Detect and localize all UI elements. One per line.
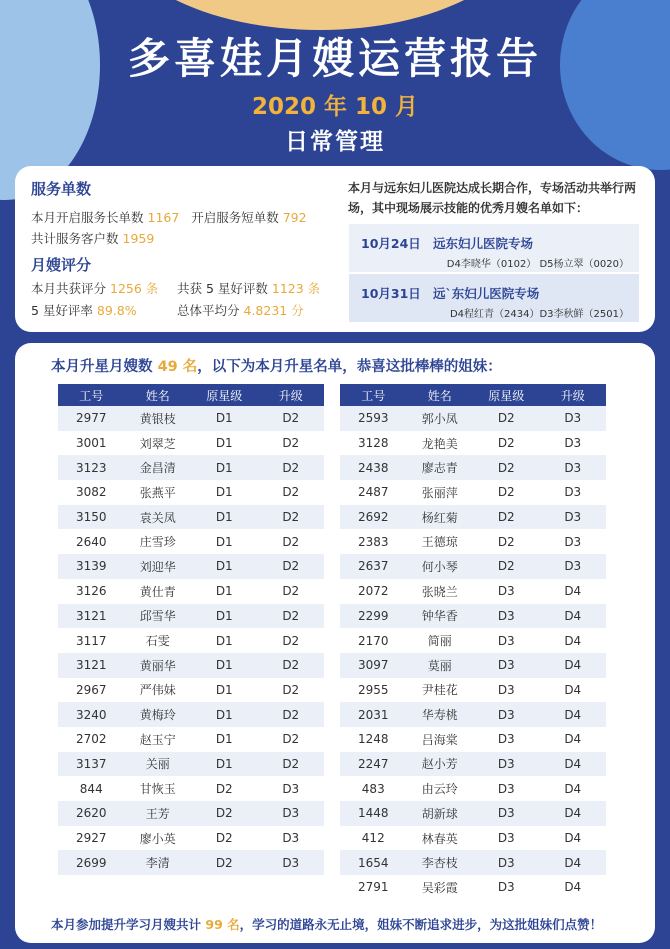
cell-from-level: D3	[473, 604, 540, 629]
cell-from-level: D3	[473, 776, 540, 801]
table-row	[340, 480, 606, 505]
column-header: 工号	[340, 384, 407, 406]
summary-card	[15, 166, 655, 332]
cell-id: 2699	[58, 850, 125, 875]
cell-to-level: D2	[258, 653, 325, 678]
cell-id: 3126	[58, 579, 125, 604]
cell-from-level: D1	[191, 727, 258, 752]
cell-id: 2170	[340, 628, 407, 653]
cell-id: 2031	[340, 702, 407, 727]
cell-name: 胡新球	[407, 801, 474, 826]
cell-from-level: D3	[473, 653, 540, 678]
upgrade-card	[15, 343, 655, 943]
table-header-row	[340, 384, 606, 406]
rating-rate-line	[31, 301, 137, 319]
cell-name: 廖小英	[125, 826, 192, 851]
cell-to-level: D3	[540, 431, 607, 456]
table-row	[340, 850, 606, 875]
cell-from-level: D2	[473, 455, 540, 480]
event-name: 远`东妇儿医院专场	[433, 286, 540, 301]
cell-id: 1448	[340, 801, 407, 826]
cell-from-level: D2	[473, 505, 540, 530]
cell-id: 3128	[340, 431, 407, 456]
cell-to-level: D4	[540, 628, 607, 653]
table-row	[340, 702, 606, 727]
report-section: 日常管理	[285, 129, 385, 155]
cell-from-level: D1	[191, 406, 258, 431]
footer-post: ，学习的道路永无止境，姐妹不断追求进步，为这批姐妹们点赞！	[239, 917, 603, 932]
rating-avg-value: 4.8231 分	[243, 303, 304, 318]
cell-name: 尹桂花	[407, 678, 474, 703]
report-title: 多喜娃月嫂运营报告	[127, 34, 542, 83]
table-row	[340, 406, 606, 431]
cell-to-level: D3	[540, 406, 607, 431]
cell-name: 林春英	[407, 826, 474, 851]
cell-from-level: D3	[473, 727, 540, 752]
column-header: 原星级	[191, 384, 258, 406]
cell-name: 王德琼	[407, 529, 474, 554]
cell-name: 龙艳美	[407, 431, 474, 456]
cell-from-level: D1	[191, 480, 258, 505]
cell-name: 吕海棠	[407, 727, 474, 752]
rating-five-value: 1123 条	[271, 281, 321, 296]
cell-to-level: D2	[258, 727, 325, 752]
service-customers-value: 1959	[122, 231, 155, 246]
table-row	[340, 431, 606, 456]
cell-name: 严伟妹	[125, 678, 192, 703]
table-row	[58, 505, 324, 530]
rating-total-line	[31, 279, 158, 297]
cell-name: 黄仕青	[125, 579, 192, 604]
cell-to-level: D4	[540, 850, 607, 875]
cell-from-level: D1	[191, 505, 258, 530]
rating-five-label: 共获 5 星好评数	[177, 281, 268, 296]
cell-to-level: D3	[258, 850, 325, 875]
cell-name: 邱雪华	[125, 604, 192, 629]
cell-id: 2438	[340, 455, 407, 480]
cell-id: 3082	[58, 480, 125, 505]
cell-to-level: D2	[258, 604, 325, 629]
cell-name: 钟华香	[407, 604, 474, 629]
column-header: 升级	[258, 384, 325, 406]
cell-id: 2299	[340, 604, 407, 629]
cell-name: 简丽	[407, 628, 474, 653]
cell-name: 华寿桃	[407, 702, 474, 727]
cell-from-level: D2	[473, 406, 540, 431]
table-row	[58, 455, 324, 480]
cell-id: 3123	[58, 455, 125, 480]
cell-to-level: D2	[258, 529, 325, 554]
service-title: 服务单数	[31, 180, 92, 198]
cell-to-level: D2	[258, 752, 325, 777]
cell-to-level: D3	[258, 801, 325, 826]
cell-from-level: D3	[473, 678, 540, 703]
cell-name: 庄雪珍	[125, 529, 192, 554]
table-row	[58, 554, 324, 579]
service-short-label: 开启服务短单数	[191, 210, 279, 225]
cell-id: 3001	[58, 431, 125, 456]
cell-name: 刘迎华	[125, 554, 192, 579]
column-header: 工号	[58, 384, 125, 406]
footer-note	[51, 915, 602, 933]
table-row	[340, 505, 606, 530]
table-row	[58, 678, 324, 703]
table-row	[340, 554, 606, 579]
cell-id: 3150	[58, 505, 125, 530]
column-header: 姓名	[407, 384, 474, 406]
rating-five-line	[177, 279, 320, 297]
service-long-line	[31, 208, 307, 226]
cell-to-level: D4	[540, 727, 607, 752]
cell-name: 莫丽	[407, 653, 474, 678]
rating-total-value: 1256 条	[110, 281, 159, 296]
rating-rate-value: 89.8%	[96, 303, 137, 318]
upgrade-count: 49 名	[157, 359, 198, 375]
table-row	[58, 801, 324, 826]
rating-avg-label: 总体平均分	[177, 303, 240, 318]
table-row	[58, 529, 324, 554]
cell-id: 2977	[58, 406, 125, 431]
cell-id: 412	[340, 826, 407, 851]
cell-id: 2593	[340, 406, 407, 431]
cell-name: 吴彩霞	[407, 875, 474, 900]
cooperation-notice: 本月与远东妇儿医院达成长期合作，专场活动共举行两场，其中现场展示技能的优秀月嫂名单如下：	[348, 181, 637, 215]
cell-id: 3137	[58, 752, 125, 777]
table-row	[58, 628, 324, 653]
cell-name: 袁关凤	[125, 505, 192, 530]
cell-name: 黄银枝	[125, 406, 192, 431]
table-row	[340, 776, 606, 801]
cell-from-level: D1	[191, 455, 258, 480]
table-row	[340, 529, 606, 554]
cell-id: 844	[58, 776, 125, 801]
cell-id: 2487	[340, 480, 407, 505]
upgrade-heading-pre: 本月升星月嫂数	[51, 359, 153, 375]
cell-name: 金昌清	[125, 455, 192, 480]
cell-name: 王芳	[125, 801, 192, 826]
cell-to-level: D4	[540, 653, 607, 678]
cell-from-level: D3	[473, 801, 540, 826]
cell-from-level: D2	[191, 850, 258, 875]
cell-id: 2702	[58, 727, 125, 752]
cell-name: 李清	[125, 850, 192, 875]
cell-from-level: D2	[191, 776, 258, 801]
table-row	[340, 875, 606, 900]
cell-from-level: D2	[473, 554, 540, 579]
cell-from-level: D1	[191, 653, 258, 678]
event-item	[349, 274, 639, 322]
event-date: 10月24日	[361, 236, 421, 251]
cell-to-level: D4	[540, 801, 607, 826]
cell-to-level: D2	[258, 406, 325, 431]
service-short-value: 792	[282, 210, 307, 225]
cell-to-level: D3	[258, 826, 325, 851]
table-body	[340, 406, 606, 900]
cell-id: 3121	[58, 653, 125, 678]
cell-name: 杨红菊	[407, 505, 474, 530]
table-row	[340, 579, 606, 604]
cell-id: 2637	[340, 554, 407, 579]
cell-id: 2247	[340, 752, 407, 777]
cell-from-level: D3	[473, 628, 540, 653]
table-row	[58, 752, 324, 777]
cell-from-level: D1	[191, 529, 258, 554]
event-date: 10月31日	[361, 286, 421, 301]
footer-count: 99 名	[205, 917, 240, 932]
cell-from-level: D1	[191, 579, 258, 604]
cell-id: 2791	[340, 875, 407, 900]
cell-from-level: D3	[473, 826, 540, 851]
cell-name: 张燕平	[125, 480, 192, 505]
upgrade-table-left	[58, 384, 324, 875]
cell-name: 由云玲	[407, 776, 474, 801]
cell-id: 3240	[58, 702, 125, 727]
event-item	[349, 224, 639, 272]
cell-id: 3121	[58, 604, 125, 629]
event-people: D4李晓华（0102） D5杨立翠（0020）	[446, 259, 629, 270]
cell-from-level: D2	[473, 529, 540, 554]
cell-id: 3139	[58, 554, 125, 579]
cell-to-level: D2	[258, 505, 325, 530]
cell-from-level: D3	[473, 579, 540, 604]
footer-pre: 本月参加提升学习月嫂共计	[51, 917, 202, 932]
cell-id: 3097	[340, 653, 407, 678]
service-customers-line	[31, 229, 154, 247]
event-name: 远东妇儿医院专场	[433, 236, 534, 251]
cell-from-level: D3	[473, 875, 540, 900]
cell-to-level: D2	[258, 579, 325, 604]
table-row	[340, 455, 606, 480]
cell-name: 黄梅玲	[125, 702, 192, 727]
cell-name: 郭小凤	[407, 406, 474, 431]
cell-from-level: D1	[191, 431, 258, 456]
upgrade-table-right	[340, 384, 606, 900]
column-header: 原星级	[473, 384, 540, 406]
table-row	[340, 653, 606, 678]
cell-id: 2383	[340, 529, 407, 554]
cell-to-level: D2	[258, 431, 325, 456]
cell-id: 1654	[340, 850, 407, 875]
cell-from-level: D1	[191, 752, 258, 777]
cell-from-level: D2	[191, 801, 258, 826]
rating-rate-label: 5 星好评率	[31, 303, 93, 318]
table-row	[58, 776, 324, 801]
cell-to-level: D4	[540, 678, 607, 703]
cell-from-level: D1	[191, 628, 258, 653]
cell-to-level: D3	[540, 455, 607, 480]
cell-to-level: D2	[258, 554, 325, 579]
cell-name: 何小琴	[407, 554, 474, 579]
cell-id: 2927	[58, 826, 125, 851]
cell-from-level: D3	[473, 752, 540, 777]
cell-id: 3117	[58, 628, 125, 653]
cell-from-level: D1	[191, 604, 258, 629]
cell-from-level: D2	[191, 826, 258, 851]
cell-id: 2967	[58, 678, 125, 703]
table-row	[340, 678, 606, 703]
table-row	[340, 604, 606, 629]
table-row	[58, 826, 324, 851]
upgrade-heading	[51, 355, 502, 376]
cell-to-level: D4	[540, 826, 607, 851]
cell-id: 2620	[58, 801, 125, 826]
column-header: 姓名	[125, 384, 192, 406]
upgrade-heading-post: ，以下为本月升星名单，恭喜这批棒棒的姐妹：	[197, 359, 502, 375]
cell-to-level: D2	[258, 678, 325, 703]
table-body	[58, 406, 324, 875]
table-row	[58, 406, 324, 431]
service-long-label: 本月开启服务长单数	[31, 210, 144, 225]
rating-total-label: 本月共获评分	[31, 281, 107, 296]
cell-from-level: D3	[473, 850, 540, 875]
table-row	[340, 801, 606, 826]
cell-name: 石雯	[125, 628, 192, 653]
table-row	[58, 604, 324, 629]
cell-to-level: D2	[258, 480, 325, 505]
cell-name: 李杏枝	[407, 850, 474, 875]
cell-to-level: D3	[540, 529, 607, 554]
cell-to-level: D4	[540, 776, 607, 801]
table-row	[340, 727, 606, 752]
cell-to-level: D4	[540, 875, 607, 900]
cell-to-level: D4	[540, 604, 607, 629]
cell-from-level: D1	[191, 678, 258, 703]
cell-id: 2692	[340, 505, 407, 530]
cell-to-level: D4	[540, 579, 607, 604]
column-header: 升级	[540, 384, 607, 406]
cell-name: 张丽萍	[407, 480, 474, 505]
cell-to-level: D4	[540, 752, 607, 777]
cell-to-level: D2	[258, 455, 325, 480]
cell-from-level: D3	[473, 702, 540, 727]
cell-id: 1248	[340, 727, 407, 752]
cell-name: 黄丽华	[125, 653, 192, 678]
cell-name: 关丽	[125, 752, 192, 777]
event-list	[349, 224, 639, 324]
cell-id: 2640	[58, 529, 125, 554]
cell-id: 2955	[340, 678, 407, 703]
cell-name: 廖志青	[407, 455, 474, 480]
cell-from-level: D1	[191, 702, 258, 727]
table-row	[58, 653, 324, 678]
table-row	[340, 628, 606, 653]
table-row	[58, 727, 324, 752]
cell-from-level: D2	[473, 431, 540, 456]
report-header	[0, 0, 670, 165]
cell-to-level: D3	[540, 480, 607, 505]
event-people: D4程红青（2434）D3李秋鲜（2501）	[449, 309, 629, 320]
cell-to-level: D2	[258, 628, 325, 653]
cell-to-level: D2	[258, 702, 325, 727]
table-row	[340, 826, 606, 851]
table-header-row	[58, 384, 324, 406]
table-row	[340, 752, 606, 777]
cell-name: 赵小芳	[407, 752, 474, 777]
report-period: 2020 年 10 月	[251, 94, 419, 120]
table-row	[58, 431, 324, 456]
rating-title: 月嫂评分	[31, 256, 92, 274]
table-row	[58, 702, 324, 727]
cell-id: 483	[340, 776, 407, 801]
service-long-value: 1167	[147, 210, 180, 225]
cell-to-level: D3	[540, 554, 607, 579]
cell-from-level: D2	[473, 480, 540, 505]
cell-from-level: D1	[191, 554, 258, 579]
cell-to-level: D4	[540, 702, 607, 727]
table-row	[58, 850, 324, 875]
rating-avg-line	[177, 301, 304, 319]
cell-to-level: D3	[258, 776, 325, 801]
cell-id: 2072	[340, 579, 407, 604]
cell-name: 甘恢玉	[125, 776, 192, 801]
table-row	[58, 480, 324, 505]
cell-name: 刘翠芝	[125, 431, 192, 456]
cell-name: 赵玉宁	[125, 727, 192, 752]
service-customers-label: 共计服务客户数	[31, 231, 119, 246]
cell-to-level: D3	[540, 505, 607, 530]
table-row	[58, 579, 324, 604]
cell-name: 张晓兰	[407, 579, 474, 604]
